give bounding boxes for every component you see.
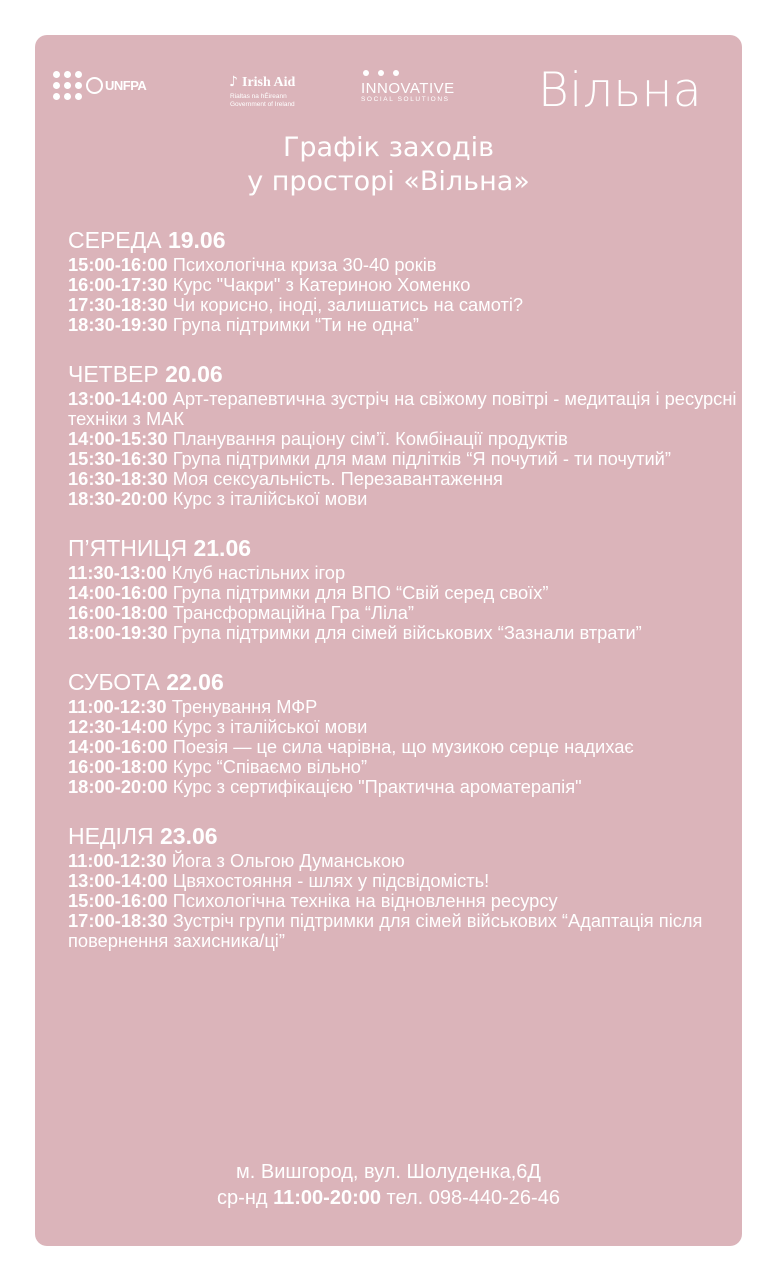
day-heading	[68, 359, 740, 389]
event-title: Група підтримки для ВПО “Свій серед своїх”	[172, 582, 549, 603]
event-title: Моя сексуальність. Перезавантаження	[172, 468, 503, 489]
logo-bar	[53, 63, 733, 127]
day-name: НЕДІЛЯ	[68, 823, 154, 849]
phone-number[interactable]: 098-440-26-46	[428, 1187, 560, 1209]
event-time: 11:00-12:30	[68, 850, 167, 871]
event-title: Чи корисно, іноді, залишатись на самоті?	[172, 294, 524, 315]
day-section	[68, 533, 740, 643]
event-time: 11:00-12:30	[68, 696, 167, 717]
event-time: 15:00-16:00	[68, 890, 168, 911]
irish-aid-subtitle	[230, 93, 295, 109]
irish-aid-line2: Government of Ireland	[230, 101, 295, 108]
event-title: Група підтримки для мам підлітків “Я почутий - ти почутий”	[172, 448, 671, 469]
event-title: Поезія — це сила чарівна, що музикою серце надихає	[172, 736, 634, 757]
event-time: 18:30-19:30	[68, 314, 168, 335]
event-title: Курс з італійської мови	[172, 488, 368, 509]
title-line-2: у просторі «Вільна»	[247, 166, 530, 197]
irish-aid-line1: Rialtas na hÉireann	[230, 93, 287, 100]
event-time: 15:30-16:30	[68, 448, 168, 469]
event-item	[68, 891, 740, 911]
event-time: 16:00-17:30	[68, 274, 168, 295]
event-time: 17:30-18:30	[68, 294, 168, 315]
day-date: 20.06	[165, 361, 223, 387]
event-time: 16:00-18:00	[68, 602, 168, 623]
event-item	[68, 429, 740, 449]
poster-card	[35, 35, 742, 1246]
event-time: 15:00-16:00	[68, 254, 168, 275]
event-item	[68, 469, 740, 489]
event-item	[68, 737, 740, 757]
event-time: 14:00-16:00	[68, 582, 168, 603]
brand-logo: Вільна	[538, 63, 703, 118]
day-date: 19.06	[167, 227, 226, 253]
event-time: 12:30-14:00	[68, 716, 168, 737]
event-item	[68, 623, 740, 643]
day-section	[68, 359, 740, 509]
event-item	[68, 449, 740, 469]
schedule	[68, 225, 740, 975]
unfpa-logo	[53, 71, 146, 100]
day-date: 22.06	[166, 669, 224, 695]
event-time: 11:30-13:00	[68, 562, 167, 583]
phone-label: тел.	[386, 1187, 424, 1209]
innovative-title: INNOVATIVE	[361, 80, 455, 97]
day-section	[68, 667, 740, 797]
day-section	[68, 821, 740, 951]
event-title: Курс з сертифікацією "Практична ароматерапія"	[172, 776, 582, 797]
event-time: 13:00-14:00	[68, 870, 168, 891]
event-item	[68, 295, 740, 315]
event-title: Курс з італійської мови	[172, 716, 368, 737]
address: м. Вишгород, вул. Шолуденка,6Д	[236, 1161, 541, 1183]
event-title: Психологічна криза 30-40 років	[172, 254, 437, 275]
day-date: 23.06	[160, 823, 218, 849]
event-title: Арт-терапевтична зустріч на свіжому повітрі - медитація і ресурсні техніки з МАК	[68, 388, 737, 429]
event-item	[68, 911, 740, 951]
event-title: Планування раціону сім’ї. Комбінації продуктів	[172, 428, 568, 449]
event-title: Зустріч групи підтримки для сімей військових “Адаптація після повернення захисника/ці”	[68, 910, 703, 951]
hours: 11:00-20:00	[273, 1187, 381, 1209]
event-time: 18:00-19:30	[68, 622, 168, 643]
unfpa-text: UNFPA	[105, 78, 147, 93]
event-item	[68, 489, 740, 509]
irish-aid-title: Irish Aid	[242, 75, 296, 90]
event-title: Трансформаційна Гра “Ліла”	[172, 602, 414, 623]
event-title: Група підтримки для сімей військових “Зазнали втрати”	[172, 622, 642, 643]
event-time: 16:00-18:00	[68, 756, 168, 777]
page-title	[35, 131, 742, 199]
event-time: 14:00-16:00	[68, 736, 168, 757]
event-item	[68, 315, 740, 335]
event-time: 18:30-20:00	[68, 488, 168, 509]
day-heading	[68, 821, 740, 851]
day-heading	[68, 225, 740, 255]
day-name: П’ЯТНИЦЯ	[68, 535, 188, 561]
event-item	[68, 757, 740, 777]
day-name: СЕРЕДА	[68, 227, 162, 253]
innovative-subtitle: SOCIAL SOLUTIONS	[361, 96, 450, 103]
event-time: 13:00-14:00	[68, 388, 168, 409]
event-title: Клуб настільних ігор	[171, 562, 346, 583]
event-title: Цвяхостояння - шлях у підсвідомість!	[172, 870, 490, 891]
innovative-dots-icon	[363, 70, 491, 76]
day-section	[68, 225, 740, 335]
event-title: Йога з Ольгою Думанською	[171, 850, 405, 871]
days-range: ср-нд	[217, 1187, 268, 1209]
day-date: 21.06	[193, 535, 252, 561]
event-time: 18:00-20:00	[68, 776, 168, 797]
event-item	[68, 871, 740, 891]
event-item	[68, 697, 740, 717]
day-heading	[68, 533, 740, 563]
event-item	[68, 603, 740, 623]
event-time: 17:00-18:30	[68, 910, 168, 931]
harp-icon: ♪	[229, 74, 238, 90]
event-title: Тренування МФР	[171, 696, 318, 717]
event-item	[68, 717, 740, 737]
event-time: 16:30-18:30	[68, 468, 168, 489]
event-item	[68, 389, 740, 429]
unfpa-dots-icon	[53, 71, 82, 100]
day-name: ЧЕТВЕР	[68, 361, 159, 387]
day-heading	[68, 667, 740, 697]
event-item	[68, 563, 740, 583]
event-title: Психологічна техніка на відновлення ресурсу	[172, 890, 558, 911]
event-item	[68, 851, 740, 871]
event-item	[68, 777, 740, 797]
un-globe-icon	[86, 77, 103, 94]
event-item	[68, 255, 740, 275]
event-item	[68, 583, 740, 603]
event-title: Курс “Співаємо вільно”	[172, 756, 368, 777]
footer	[35, 1159, 742, 1211]
opening-hours	[35, 1185, 742, 1211]
innovative-logo	[361, 70, 491, 103]
event-time: 14:00-15:30	[68, 428, 168, 449]
event-item	[68, 275, 740, 295]
day-name: СУБОТА	[68, 669, 160, 695]
event-title: Курс "Чакри" з Катериною Хоменко	[172, 274, 471, 295]
event-title: Група підтримки “Ти не одна”	[172, 314, 419, 335]
title-line-1: Графік заходів	[282, 132, 495, 163]
